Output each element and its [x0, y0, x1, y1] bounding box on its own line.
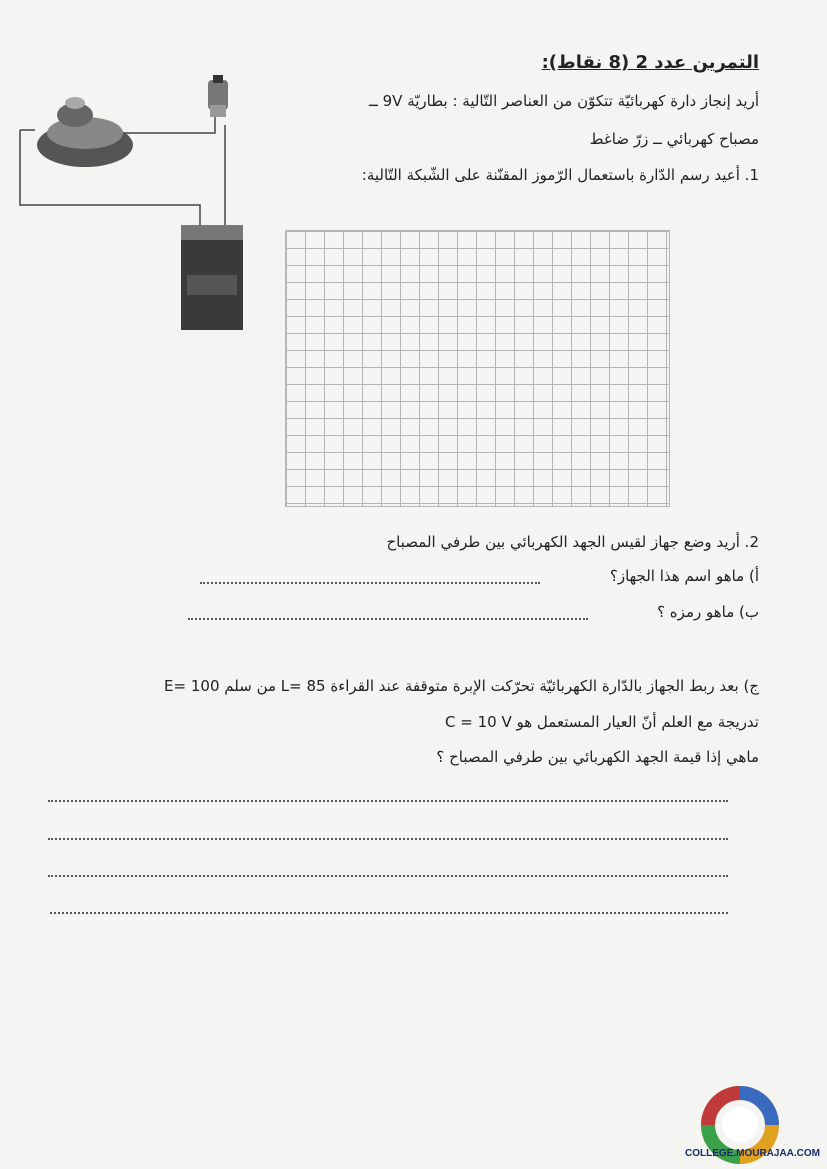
answer-line[interactable]	[50, 912, 728, 914]
intro-line-2: مصباح كهربائي ــ زرّ ضاغط	[589, 130, 759, 148]
answer-line[interactable]	[48, 800, 728, 802]
question-2a: أ) ماهو اسم هذا الجهاز؟	[609, 567, 759, 585]
question-2c-line-2: تدريجة مع العلم أنّ العيار المستعمل هو C = 10 V	[445, 713, 759, 731]
intro-line-1: أريد إنجاز دارة كهربائيّة تتكوّن من العناصر التّالية : بطاريّة 9V ــ	[369, 92, 759, 110]
answer-line-2b[interactable]	[188, 618, 588, 620]
lamp-icon	[37, 97, 133, 167]
answer-line[interactable]	[48, 838, 728, 840]
exercise-title: التمرين عدد 2 (8 نقاط):	[541, 52, 759, 73]
question-1: 1. أعيد رسم الدّارة باستعمال الرّموز المقنّنة على الشّبكة التّالية:	[361, 166, 759, 184]
question-2c-line-1: ج) بعد ربط الجهاز بالدّارة الكهربائيّة تحرّكت الإبرة متوقفة عند القراءة L= 85 من سلم 100 =E	[164, 677, 759, 695]
question-2b: ب) ماهو رمزه ؟	[657, 603, 759, 621]
answer-line-2a[interactable]	[200, 582, 540, 584]
question-2c-line-3: ماهي إذا قيمة الجهد الكهربائي بين طرفي المصباح ؟	[436, 748, 759, 766]
question-2: 2. أريد وضع جهاز لقيس الجهد الكهربائي بين طرفي المصباح	[386, 533, 759, 551]
drawing-grid[interactable]	[285, 230, 670, 507]
switch-icon	[208, 75, 228, 117]
answer-line[interactable]	[48, 875, 728, 877]
circuit-photo	[15, 75, 255, 340]
logo-site-text: COLLEGE.MOURAJAA.COM	[685, 1148, 820, 1159]
battery-icon	[181, 225, 243, 330]
